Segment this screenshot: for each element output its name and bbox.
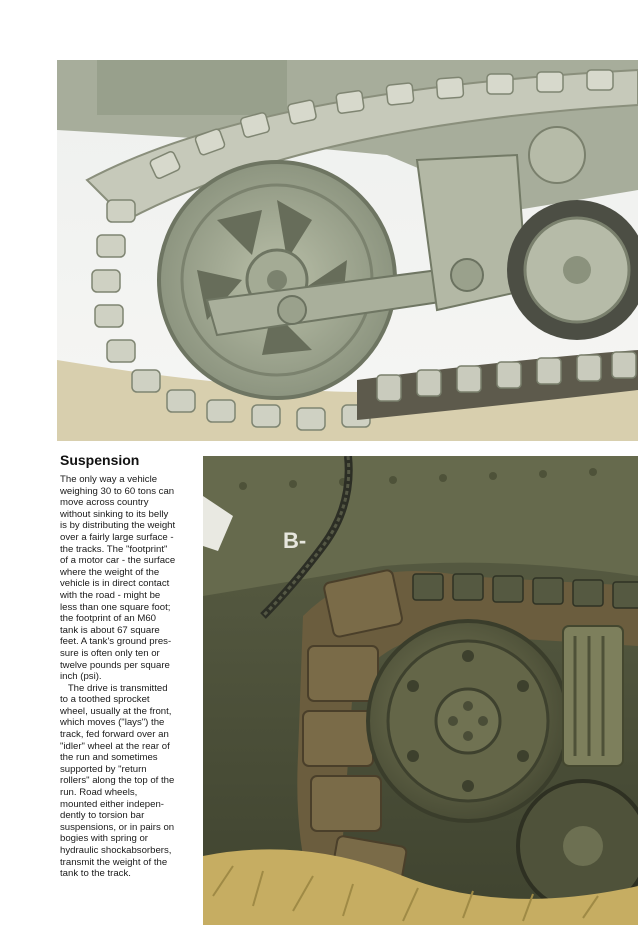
body-text-line: dently to torsion bar bbox=[60, 810, 145, 822]
photo-tank-drive-sprocket bbox=[203, 456, 638, 925]
body-text-line: over a fairly large surface - bbox=[60, 531, 174, 543]
body-text-line: tank is about 67 square bbox=[60, 624, 160, 636]
body-text-line: tank to the track. bbox=[60, 868, 131, 880]
body-text-line: The drive is transmitted bbox=[60, 682, 168, 694]
body-text-line: the run and sometimes bbox=[60, 752, 158, 764]
body-text-line: supported by "return bbox=[60, 763, 147, 775]
body-text-line: The only way a vehicle bbox=[60, 474, 158, 485]
body-text-line: weighing 30 to 60 tons can bbox=[60, 485, 175, 497]
photo-tank-idler-wheel bbox=[57, 60, 638, 441]
body-text-line: the footprint of an M60 bbox=[60, 613, 156, 625]
body-text-line: of a motor car - the surface bbox=[60, 555, 176, 567]
body-text-line: to a toothed sprocket bbox=[60, 694, 150, 706]
body-text bbox=[60, 474, 188, 880]
body-text-line: which moves ("lays") the bbox=[60, 717, 165, 729]
body-text-line: suspensions, or in pairs on bbox=[60, 821, 175, 833]
body-text-line: run. Road wheels, bbox=[60, 787, 138, 799]
body-text-line: without sinking to its belly bbox=[60, 508, 169, 520]
section-heading: Suspension bbox=[60, 452, 140, 468]
body-text-line: wheel, usually at the front, bbox=[60, 705, 172, 717]
body-text-line: "idler" wheel at the rear of bbox=[60, 740, 170, 752]
hull-marking-text: B- bbox=[283, 528, 307, 553]
body-text-line: less than one square foot; bbox=[60, 601, 171, 613]
body-text-line: rollers" along the top of the bbox=[60, 775, 175, 787]
body-text-line: transmit the weight of the bbox=[60, 856, 168, 868]
body-text-line: is by distributing the weight bbox=[60, 520, 176, 532]
body-text-line: track, fed forward over an bbox=[60, 729, 169, 741]
body-text-line: move across country bbox=[60, 497, 149, 509]
body-text-line: inch (psi). bbox=[60, 671, 102, 683]
body-text-line: hydraulic shockabsorbers, bbox=[60, 845, 172, 856]
body-text-line: where the weight of the bbox=[60, 566, 160, 578]
body-text-line: twelve pounds per square bbox=[60, 659, 170, 671]
body-text-line: sure is often only ten or bbox=[60, 647, 160, 659]
body-text-line: vehicle is in direct contact bbox=[60, 578, 170, 590]
body-text-line: mounted either indepen- bbox=[60, 798, 165, 810]
body-text-line: feet. A tank's ground pres- bbox=[60, 636, 172, 648]
body-text-line: bogies with spring or bbox=[60, 833, 148, 845]
body-text-line: with the road - might be bbox=[60, 589, 161, 601]
body-text-line: the tracks. The "footprint" bbox=[60, 543, 168, 555]
